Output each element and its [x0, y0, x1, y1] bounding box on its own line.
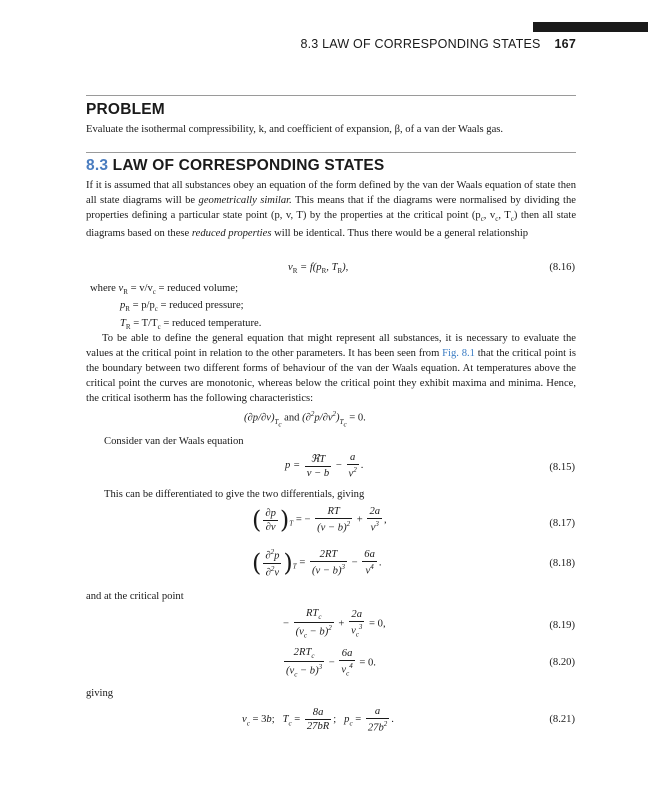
- page-number: 167: [554, 37, 576, 51]
- paragraph-1: If it is assumed that all substances obey an equation of the form defined by the van der Waals equation of state then all state diagrams will be geometrically similar. This means that if the diagrams were normalised by dividing the properties defining a particular state point (p, v, T) by the properties at the critical point ($p_c$, $v_c$, $T_c$) then all state diagrams based on these reduced properties will be identical. Thus there would be a general relationship: [86, 180, 577, 239]
- eq-number: (8.21): [549, 714, 575, 725]
- eq-number: (8.15): [549, 462, 575, 473]
- header-section: 8.3 LAW OF CORRESPONDING STATES: [300, 37, 541, 51]
- giving-text: giving: [86, 688, 114, 699]
- differentiation-text: This can be differentiated to give the two differentials, giving: [104, 489, 365, 500]
- definition-pressure: $p_R = p/p_c$ = reduced pressure;: [120, 300, 244, 314]
- equation-8-21: $v_c = 3b$; $T_c$ = $\frac{8a}{27bR}$ ; $p_c$ = $\frac{a}{27b^2}$ .: [242, 706, 394, 734]
- eq-number: (8.19): [549, 620, 575, 631]
- consider-text: Consider van der Waals equation: [104, 436, 244, 447]
- header-bar: [533, 22, 648, 32]
- section-number: 8.3: [86, 157, 109, 174]
- section-heading: [86, 157, 384, 175]
- divider: [86, 152, 576, 153]
- eq-number: (8.16): [549, 262, 575, 273]
- definition-volume: where $v_R = v/v_c$ = reduced volume;: [90, 283, 239, 297]
- critical-point-text: and at the critical point: [86, 591, 184, 602]
- paragraph-2: To be able to define the general equation that might represent all substances, it is necessary to evaluate the values at the critical point in relation to the other parameters. It has been seen from Fig. 8.1 that the critical point is the boundary between two different forms of behaviour of the van der Waals equation. At temperatures above the critical point the curves are monotonic, whereas below the critical point they exhibit maxima and minima. Hence, the critical isotherm has the following characteristics:: [86, 333, 576, 404]
- equation-8-20: $\frac{2RT_c}{(v_c - b)^3}$ − $\frac{6a}{v_c^4}$ = 0.: [286, 647, 376, 679]
- divider: [86, 95, 576, 96]
- equation-8-15: p = $\frac{\text{ℜT}}{v - b}$ − $\frac{a}{v^2}$ .: [285, 452, 364, 480]
- equation-8-19: − $\frac{RT_c}{(v_c - b)^2}$ + $\frac{2a}{v_c^3}$ = 0,: [283, 608, 386, 640]
- problem-text: Evaluate the isothermal compressibility, k, and coefficient of expansion, β, of a van der Waals gas.: [86, 124, 504, 135]
- critical-conditions: $(\partial p/\partial v)_{T_c}$ and $(\partial^2p/\partial v^2)_{T_c} = 0$.: [244, 410, 366, 429]
- section-title: LAW OF CORRESPONDING STATES: [112, 157, 385, 174]
- equation-8-18: ( $\frac{\partial^2p}{\partial^2v}$ )$_T$ = $\frac{2RT}{(v - b)^3}$ − $\frac{6a}{v^4}$ .: [252, 548, 382, 579]
- equation-8-16: $v_R = f(p_R$, $T_R$),: [288, 262, 349, 276]
- figure-link[interactable]: Fig. 8.1: [442, 347, 475, 359]
- eq-number: (8.17): [549, 518, 575, 529]
- running-header: [300, 37, 576, 51]
- eq-number: (8.18): [549, 558, 575, 569]
- eq-number: (8.20): [549, 657, 575, 668]
- problem-heading: PROBLEM: [86, 101, 165, 118]
- equation-8-17: ( $\frac{\partial p}{\partial v}$ )$_T$ = − $\frac{RT}{(v - b)^2}$ + $\frac{2a}{v^3}$ ,: [252, 506, 387, 534]
- definition-temperature: $T_R = T/T_c$ = reduced temperature.: [120, 318, 262, 332]
